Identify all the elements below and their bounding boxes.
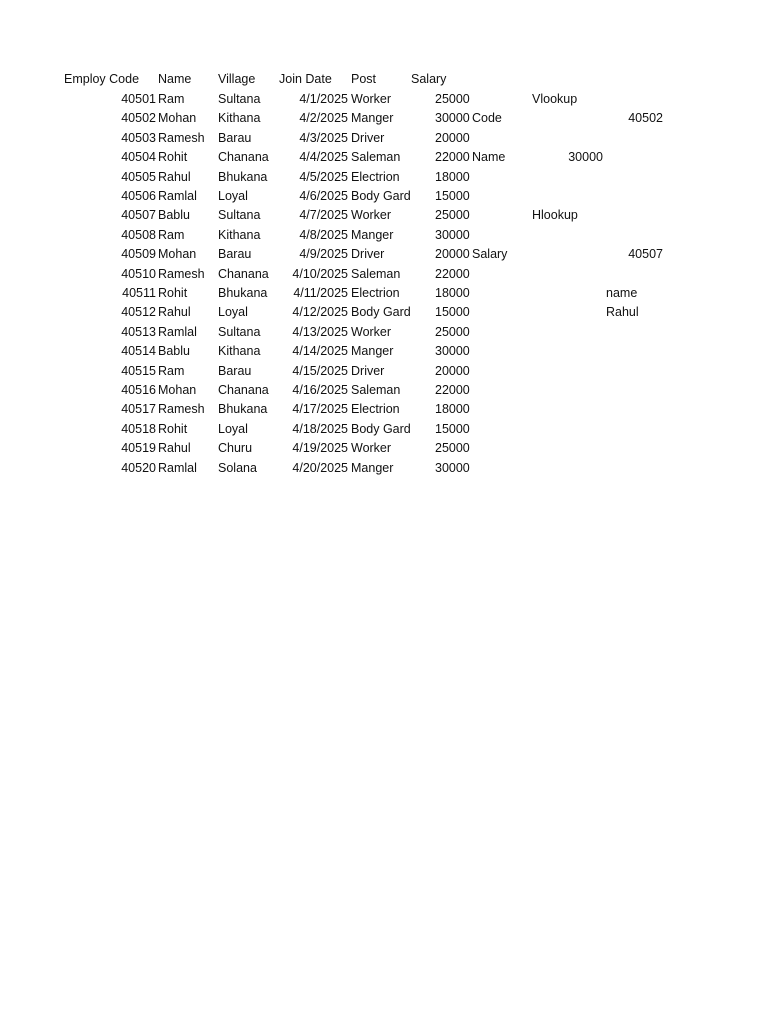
cell-name[interactable]: Ramesh — [158, 131, 205, 145]
cell-salary[interactable]: 30000 — [435, 344, 470, 358]
cell-post[interactable]: Manger — [351, 228, 394, 242]
cell-village[interactable]: Barau — [218, 364, 252, 378]
cell-join-date[interactable]: 4/4/2025 — [299, 150, 348, 164]
cell-name[interactable]: Rohit — [158, 286, 188, 300]
cell-village[interactable]: Sultana — [218, 208, 261, 222]
cell-salary[interactable]: 15000 — [435, 305, 470, 319]
cell-post[interactable]: Worker — [351, 325, 392, 339]
vlookup-code-value[interactable]: 40502 — [628, 111, 663, 125]
cell-join-date[interactable]: 4/14/2025 — [292, 344, 348, 358]
cell-salary[interactable]: 22000 — [435, 383, 470, 397]
cell-name[interactable]: Ramesh — [158, 402, 205, 416]
cell-post[interactable]: Saleman — [351, 383, 401, 397]
cell-employ-code[interactable]: 40502 — [121, 111, 156, 125]
cell-join-date[interactable]: 4/3/2025 — [299, 131, 348, 145]
cell-post[interactable]: Worker — [351, 208, 392, 222]
cell-employ-code[interactable]: 40518 — [121, 422, 156, 436]
cell-employ-code[interactable]: 40520 — [121, 461, 156, 475]
cell-name[interactable]: Ramesh — [158, 267, 205, 281]
cell-name[interactable]: Ramlal — [158, 325, 197, 339]
cell-name[interactable]: Mohan — [158, 383, 197, 397]
cell-join-date[interactable]: 4/12/2025 — [292, 305, 348, 319]
cell-village[interactable]: Loyal — [218, 422, 248, 436]
cell-employ-code[interactable]: 40506 — [121, 189, 156, 203]
vlookup-name-value[interactable]: 30000 — [568, 150, 603, 164]
cell-village[interactable]: Loyal — [218, 305, 248, 319]
cell-join-date[interactable]: 4/11/2025 — [293, 286, 348, 300]
cell-join-date[interactable]: 4/13/2025 — [292, 325, 348, 339]
cell-village[interactable]: Sultana — [218, 92, 261, 106]
cell-join-date[interactable]: 4/5/2025 — [299, 170, 348, 184]
vlookup-code-label[interactable]: Code — [472, 111, 502, 125]
cell-village[interactable]: Sultana — [218, 325, 261, 339]
cell-post[interactable]: Electrion — [351, 170, 400, 184]
cell-salary[interactable]: 25000 — [435, 325, 470, 339]
cell-employ-code[interactable]: 40516 — [121, 383, 156, 397]
cell-employ-code[interactable]: 40519 — [121, 441, 156, 455]
cell-name[interactable]: Rahul — [158, 441, 191, 455]
cell-salary[interactable]: 20000 — [435, 247, 470, 261]
hlookup-salary-label[interactable]: Salary — [472, 247, 508, 261]
header-village[interactable]: Village — [218, 72, 256, 86]
cell-join-date[interactable]: 4/6/2025 — [299, 189, 348, 203]
cell-employ-code[interactable]: 40510 — [121, 267, 156, 281]
cell-village[interactable]: Kithana — [218, 344, 261, 358]
cell-join-date[interactable]: 4/15/2025 — [292, 364, 348, 378]
cell-salary[interactable]: 25000 — [435, 92, 470, 106]
cell-name[interactable]: Ram — [158, 228, 185, 242]
hlookup-name-label[interactable]: name — [606, 286, 638, 300]
cell-salary[interactable]: 18000 — [435, 286, 470, 300]
cell-village[interactable]: Barau — [218, 247, 252, 261]
header-post[interactable]: Post — [351, 72, 377, 86]
cell-village[interactable]: Solana — [218, 461, 257, 475]
cell-salary[interactable]: 15000 — [435, 189, 470, 203]
cell-post[interactable]: Electrion — [351, 402, 400, 416]
cell-post[interactable]: Body Gard — [351, 305, 411, 319]
cell-post[interactable]: Electrion — [351, 286, 400, 300]
cell-employ-code[interactable]: 40501 — [121, 92, 156, 106]
cell-post[interactable]: Driver — [351, 131, 385, 145]
cell-salary[interactable]: 30000 — [435, 111, 470, 125]
cell-post[interactable]: Driver — [351, 364, 385, 378]
cell-name[interactable]: Rohit — [158, 422, 188, 436]
cell-village[interactable]: Kithana — [218, 228, 261, 242]
cell-employ-code[interactable]: 40513 — [121, 325, 156, 339]
cell-village[interactable]: Bhukana — [218, 402, 268, 416]
cell-village[interactable]: Chanana — [218, 150, 269, 164]
cell-village[interactable]: Loyal — [218, 189, 248, 203]
vlookup-title[interactable]: Vlookup — [532, 92, 578, 106]
cell-salary[interactable]: 30000 — [435, 461, 470, 475]
cell-post[interactable]: Worker — [351, 441, 392, 455]
cell-name[interactable]: Ram — [158, 364, 185, 378]
cell-employ-code[interactable]: 40515 — [121, 364, 156, 378]
cell-join-date[interactable]: 4/17/2025 — [292, 402, 348, 416]
hlookup-salary-value[interactable]: 40507 — [628, 247, 663, 261]
cell-join-date[interactable]: 4/18/2025 — [292, 422, 348, 436]
cell-name[interactable]: Ramlal — [158, 189, 197, 203]
cell-employ-code[interactable]: 40512 — [121, 305, 156, 319]
cell-name[interactable]: Bablu — [158, 208, 190, 222]
cell-salary[interactable]: 22000 — [435, 267, 470, 281]
cell-post[interactable]: Body Gard — [351, 422, 411, 436]
cell-post[interactable]: Saleman — [351, 150, 401, 164]
cell-name[interactable]: Rahul — [158, 170, 191, 184]
cell-post[interactable]: Saleman — [351, 267, 401, 281]
cell-salary[interactable]: 15000 — [435, 422, 470, 436]
cell-post[interactable]: Manger — [351, 344, 394, 358]
header-join-date[interactable]: Join Date — [279, 72, 332, 86]
cell-post[interactable]: Manger — [351, 111, 394, 125]
cell-employ-code[interactable]: 40509 — [121, 247, 156, 261]
cell-employ-code[interactable]: 40507 — [121, 208, 156, 222]
cell-name[interactable]: Bablu — [158, 344, 190, 358]
cell-village[interactable]: Chanana — [218, 267, 269, 281]
cell-employ-code[interactable]: 40517 — [121, 402, 156, 416]
vlookup-name-label[interactable]: Name — [472, 150, 506, 164]
cell-name[interactable]: Rahul — [158, 305, 191, 319]
hlookup-name-value[interactable]: Rahul — [606, 305, 639, 319]
cell-salary[interactable]: 20000 — [435, 131, 470, 145]
cell-employ-code[interactable]: 40514 — [121, 344, 156, 358]
cell-employ-code[interactable]: 40505 — [121, 170, 156, 184]
hlookup-title[interactable]: Hlookup — [532, 208, 578, 222]
cell-join-date[interactable]: 4/8/2025 — [299, 228, 348, 242]
cell-name[interactable]: Ram — [158, 92, 185, 106]
cell-post[interactable]: Manger — [351, 461, 394, 475]
cell-village[interactable]: Barau — [218, 131, 252, 145]
cell-join-date[interactable]: 4/7/2025 — [299, 208, 348, 222]
cell-village[interactable]: Kithana — [218, 111, 261, 125]
cell-employ-code[interactable]: 40511 — [122, 286, 156, 300]
cell-employ-code[interactable]: 40504 — [121, 150, 156, 164]
cell-name[interactable]: Mohan — [158, 247, 197, 261]
cell-join-date[interactable]: 4/20/2025 — [292, 461, 348, 475]
cell-join-date[interactable]: 4/1/2025 — [299, 92, 348, 106]
cell-salary[interactable]: 20000 — [435, 364, 470, 378]
cell-village[interactable]: Chanana — [218, 383, 269, 397]
cell-salary[interactable]: 18000 — [435, 402, 470, 416]
cell-village[interactable]: Bhukana — [218, 170, 268, 184]
cell-join-date[interactable]: 4/10/2025 — [292, 267, 348, 281]
cell-name[interactable]: Rohit — [158, 150, 188, 164]
cell-post[interactable]: Body Gard — [351, 189, 411, 203]
cell-name[interactable]: Mohan — [158, 111, 197, 125]
cell-village[interactable]: Bhukana — [218, 286, 268, 300]
cell-join-date[interactable]: 4/16/2025 — [292, 383, 348, 397]
cell-join-date[interactable]: 4/19/2025 — [292, 441, 348, 455]
cell-join-date[interactable]: 4/2/2025 — [299, 111, 348, 125]
header-name[interactable]: Name — [158, 72, 192, 86]
cell-employ-code[interactable]: 40503 — [121, 131, 156, 145]
cell-name[interactable]: Ramlal — [158, 461, 197, 475]
cell-post[interactable]: Driver — [351, 247, 385, 261]
cell-join-date[interactable]: 4/9/2025 — [299, 247, 348, 261]
cell-salary[interactable]: 25000 — [435, 441, 470, 455]
cell-village[interactable]: Churu — [218, 441, 253, 455]
header-salary[interactable]: Salary — [411, 72, 447, 86]
cell-salary[interactable]: 25000 — [435, 208, 470, 222]
cell-employ-code[interactable]: 40508 — [121, 228, 156, 242]
cell-post[interactable]: Worker — [351, 92, 392, 106]
cell-salary[interactable]: 22000 — [435, 150, 470, 164]
header-employ-code[interactable]: Employ Code — [64, 72, 140, 86]
cell-salary[interactable]: 18000 — [435, 170, 470, 184]
cell-salary[interactable]: 30000 — [435, 228, 470, 242]
